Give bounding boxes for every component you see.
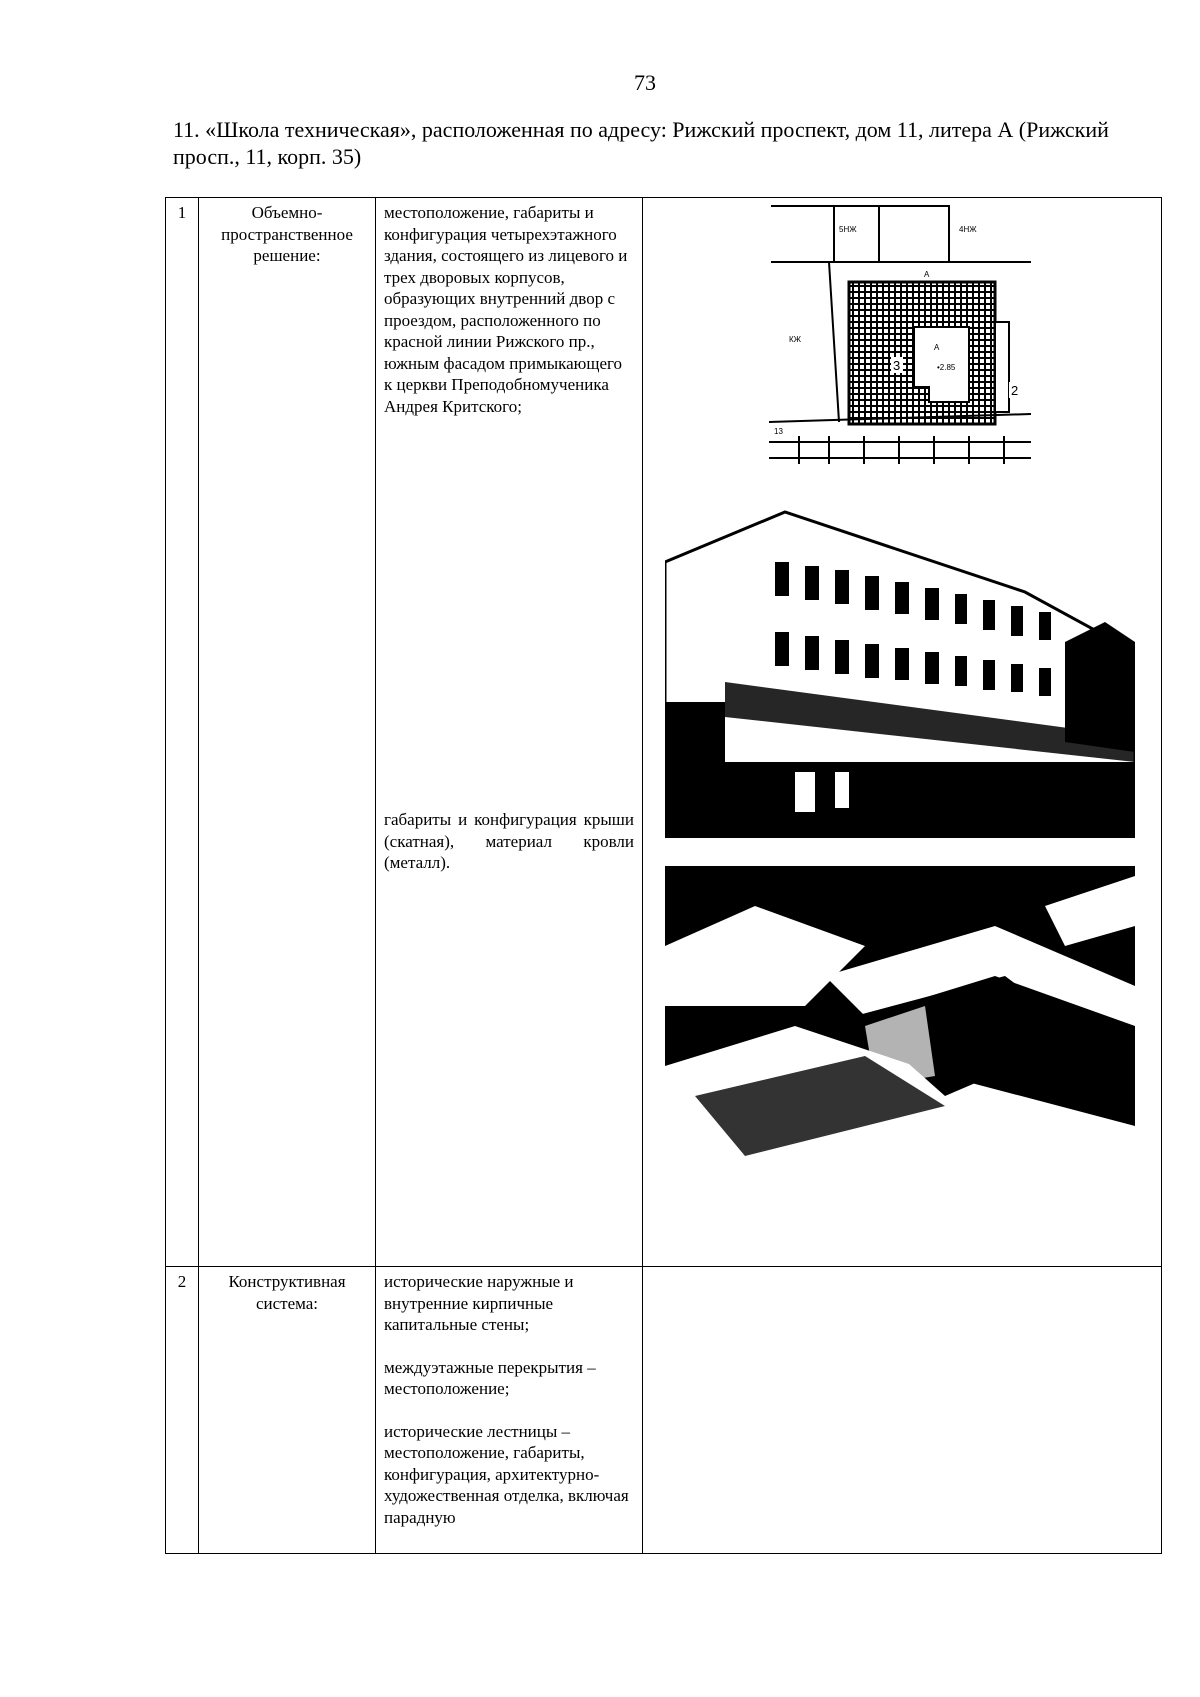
plan-label: 3: [893, 358, 901, 373]
facade-photo: [665, 502, 1135, 838]
section-heading: 11. «Школа техническая», расположенная по адресу: Рижский проспект, дом 11, литера А (Рижский просп., 11, корп. 35): [173, 117, 1109, 169]
description-paragraph: исторические лестницы – местоположение, габариты, конфигурация, архитектурно-художественная отделка, включая парадную: [384, 1421, 629, 1527]
plan-label: КЖ: [789, 335, 802, 344]
table-row: [166, 198, 1162, 1267]
description-paragraph: исторические наружные и внутренние кирпичные капитальные стены;: [384, 1272, 574, 1334]
illustration-cell: [643, 1267, 1162, 1554]
row-description: [376, 1267, 643, 1554]
illustration-cell: [643, 198, 1162, 1267]
site-plan-image: [769, 202, 1031, 492]
row-number: 2: [166, 1267, 199, 1554]
row-label: Конструктивная система:: [199, 1267, 376, 1554]
plan-label: 13: [774, 427, 783, 436]
properties-table: [165, 197, 1162, 1554]
plan-label: 4НЖ: [959, 225, 977, 234]
plan-label: А: [924, 270, 930, 279]
page-number: 73: [634, 70, 656, 95]
plan-label: 2: [1011, 383, 1019, 398]
description-paragraph: междуэтажные перекрытия – местоположение;: [384, 1357, 596, 1398]
plan-label: А: [934, 343, 940, 352]
plan-label: •2.85: [937, 363, 956, 372]
description-paragraph: местоположение, габариты и конфигурация четырехэтажного здания, состоящего из лицевого и трех дворовых корпусов, образующих внутренний двор с проездом, расположенного по красной линии Рижского пр., южным фасадом примыкающего к церкви Преподобномученика Андрея Критского;: [384, 203, 628, 416]
row-number: 1: [166, 198, 199, 1267]
description-paragraph: габариты и конфигурация крыши (скатная), материал кровли (металл).: [384, 810, 634, 872]
table-row: [166, 1267, 1162, 1554]
aerial-roof-photo: [665, 866, 1135, 1180]
row-label: Объемно-пространственное решение:: [199, 198, 376, 1267]
plan-label: 5НЖ: [839, 225, 857, 234]
row-description: [376, 198, 643, 1267]
